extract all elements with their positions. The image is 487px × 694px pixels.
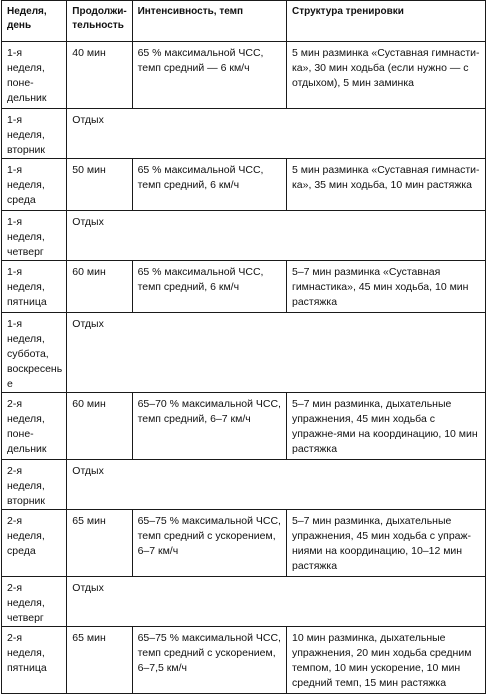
table-header-row xyxy=(2,1,486,42)
duration-cell: 65 мин xyxy=(67,510,132,577)
table-row xyxy=(2,211,486,261)
duration-cell: Отдых xyxy=(67,211,486,261)
duration-cell: 50 мин xyxy=(67,159,132,211)
table-row xyxy=(2,510,486,577)
duration-cell: Отдых xyxy=(67,460,486,510)
table-row xyxy=(2,42,486,109)
duration-cell: Отдых xyxy=(67,577,486,627)
day-cell: 1-я неделя, вторник xyxy=(2,109,67,159)
day-cell: 1-я неделя, среда xyxy=(2,159,67,211)
day-cell: 2-я неделя, пятница xyxy=(2,627,67,694)
day-cell: 2-я неделя, вторник xyxy=(2,460,67,510)
day-cell: 2-я неделя, поне-дельник xyxy=(2,393,67,460)
table-row xyxy=(2,261,486,313)
structure-cell: 5 мин разминка «Суставная гимнасти-ка», 30 мин ходьба (если нужно — с отдыхом), 5 мин заминка xyxy=(286,42,485,109)
structure-cell: 5–7 мин разминка «Суставная гимнастика», 45 мин ходьба, 10 мин растяжка xyxy=(286,261,485,313)
duration-cell: 40 мин xyxy=(67,42,132,109)
table-row xyxy=(2,159,486,211)
table-row xyxy=(2,577,486,627)
day-cell: 1-я неделя, четверг xyxy=(2,211,67,261)
header-week-day: Неделя, день xyxy=(2,1,67,42)
table-row xyxy=(2,313,486,393)
duration-cell: 60 мин xyxy=(67,261,132,313)
header-intensity: Интенсивность, темп xyxy=(132,1,286,42)
intensity-cell: 65 % максимальной ЧСС, темп средний, 6 км/ч xyxy=(132,261,286,313)
training-plan-table xyxy=(1,0,486,694)
duration-cell: 65 мин xyxy=(67,627,132,694)
table-row xyxy=(2,460,486,510)
day-cell: 2-я неделя, четверг xyxy=(2,577,67,627)
intensity-cell: 65–70 % максимальной ЧСС, темп средний, 6–7 км/ч xyxy=(132,393,286,460)
duration-cell: 60 мин xyxy=(67,393,132,460)
intensity-cell: 65–75 % максимальной ЧСС, темп средний с ускорением, 6–7,5 км/ч xyxy=(132,627,286,694)
duration-cell: Отдых xyxy=(67,313,486,393)
intensity-cell: 65 % максимальной ЧСС, темп средний, 6 км/ч xyxy=(132,159,286,211)
day-cell: 1-я неделя, поне-дельник xyxy=(2,42,67,109)
day-cell: 1-я неделя, суббота, воскресенье xyxy=(2,313,67,393)
header-duration: Продолжи-тельность xyxy=(67,1,132,42)
day-cell: 1-я неделя, пятница xyxy=(2,261,67,313)
header-structure: Структура тренировки xyxy=(286,1,485,42)
intensity-cell: 65–75 % максимальной ЧСС, темп средний с ускорением, 6–7 км/ч xyxy=(132,510,286,577)
duration-cell: Отдых xyxy=(67,109,486,159)
structure-cell: 5–7 мин разминка, дыхательные упражнения, 45 мин ходьба с упраж-ниями на координацию, 10–12 мин растяжка xyxy=(286,510,485,577)
table-row xyxy=(2,627,486,694)
structure-cell: 10 мин разминка, дыхательные упражнения, 20 мин ходьба средним темпом, 10 мин ускорение, 10 мин средний темп, 15 мин растяжка xyxy=(286,627,485,694)
intensity-cell: 65 % максимальной ЧСС, темп средний — 6 км/ч xyxy=(132,42,286,109)
day-cell: 2-я неделя, среда xyxy=(2,510,67,577)
table-row xyxy=(2,393,486,460)
structure-cell: 5–7 мин разминка, дыхательные упражнения, 45 мин ходьба с упражне-ями на координацию, 10 мин растяжка xyxy=(286,393,485,460)
table-row xyxy=(2,109,486,159)
structure-cell: 5 мин разминка «Суставная гимнасти-ка», 35 мин ходьба, 10 мин растяжка xyxy=(286,159,485,211)
